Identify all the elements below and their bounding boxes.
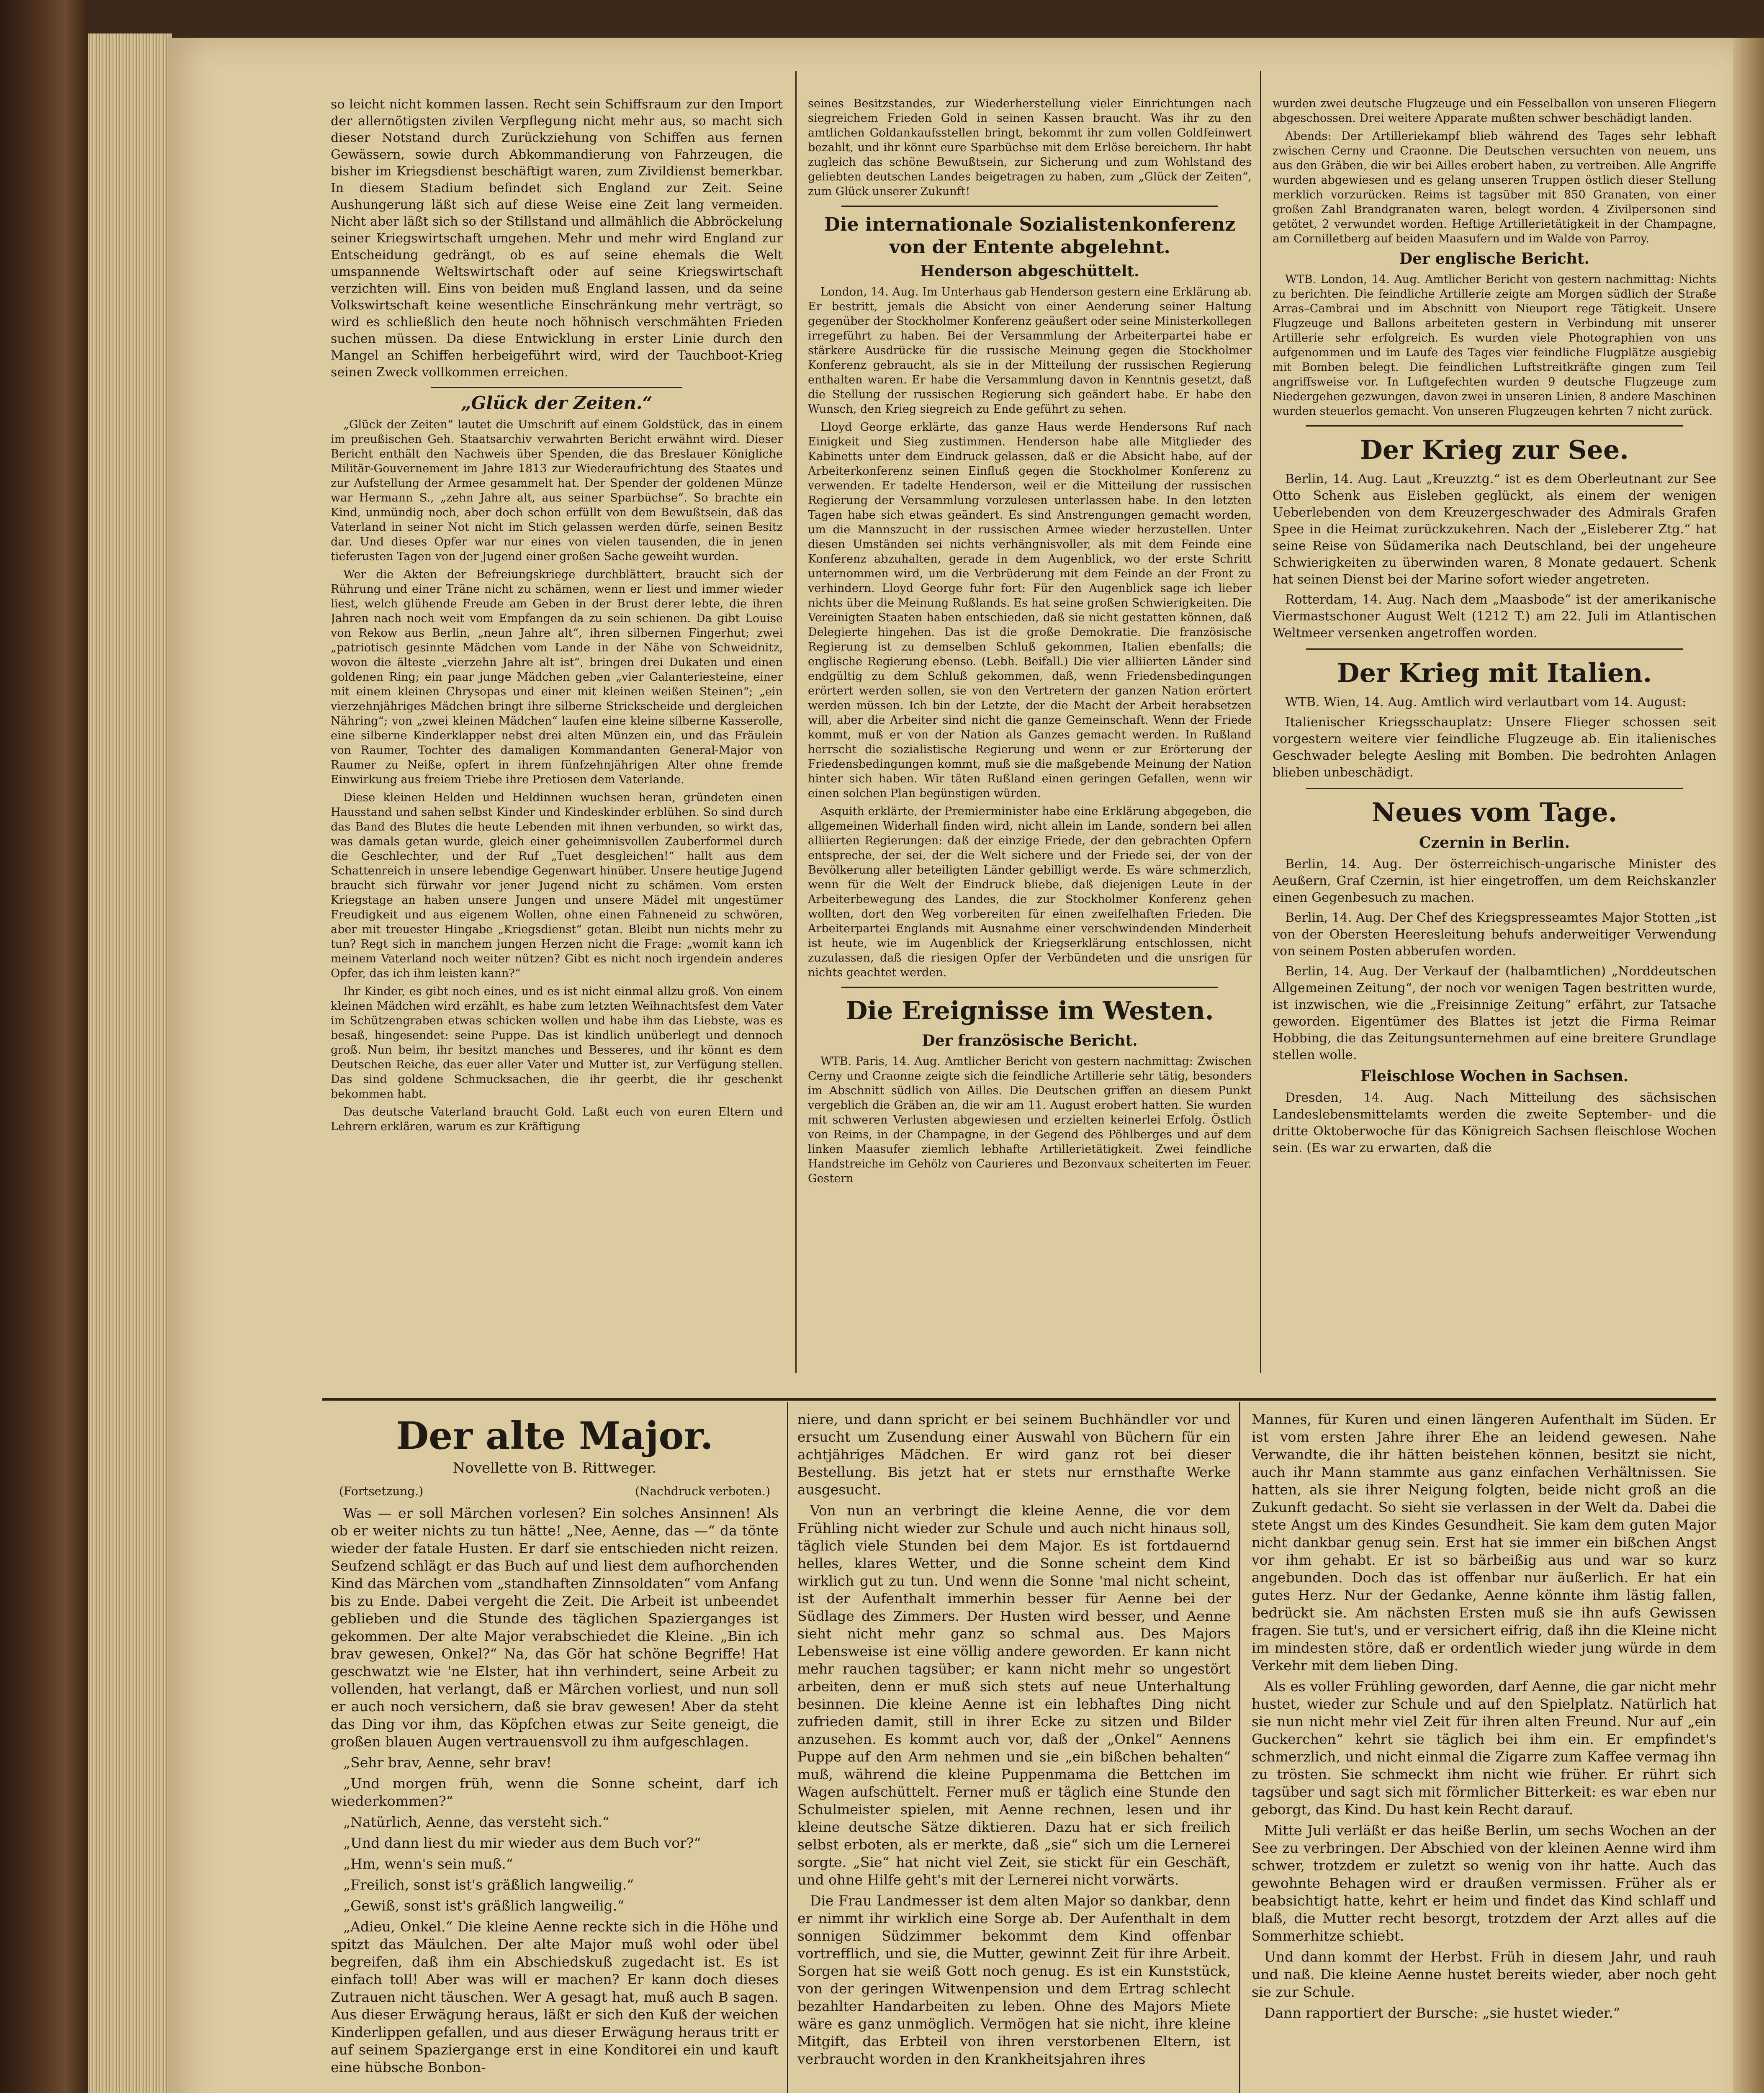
novel-paragraph: Was — er soll Märchen vorlesen? Ein solches Ansinnen! Als ob er weiter nichts zu tun hätte! „Nee, Aenne, das —“ da tönte wieder der fatale Husten. Er darf sie entschieden nicht reizen. Seufzend schlägt er das Buch auf und liest dem aufhorchenden Kind das Märchen vom „standhaften Zinnsoldaten“ vom Anfang bis zu Ende. Dabei vergeht die Zeit. Die Arbeit ist unbeendet geblieben und die Stunde des täglichen Spazierganges ist gekommen. Der alte Major verabschiedet die Kleine. „Bin ich brav gewesen, Onkel?“ Na, das Gör hat schöne Begriffe! Hat geschwatzt wie 'ne Elster, hat ihn verhindert, seine Arbeit zu vollenden, hat verlangt, daß er Märchen vorliest, und nun soll er auch noch versichern, daß sie brav gewesen! Aber da steht das Ding vor ihm, das Köpfchen etwas zur Seite geneigt, die großen blauen Augen vertrauensvoll zu ihm aufgeschlagen. bbox=[331, 1505, 779, 1750]
glueck-title: „Glück der Zeiten.“ bbox=[461, 393, 653, 413]
divider bbox=[841, 987, 1218, 988]
konferenz-paragraph: Lloyd George erklärte, das ganze Haus werde Hendersons Ruf nach Einigkeit und Sieg zustimmen. Henderson habe alle Mitglieder des Kabinetts unter dem Eindruck gelassen, daß er die Absicht habe, auf der Arbeiterkonferenz seinen Einfluß gegen die Stockholmer Konferenz zu verwenden. Er tadelte Henderson, weil er die Mitteilung der russischen Regierung der Versammlung vorzulesen unterlassen habe. In den letzten Tagen habe sich etwas geändert. Es sind Anstrengungen gemacht worden, um die Mannszucht in der russischen Armee wieder herzustellen. Unter diesen Umständen sei nichts verhängnisvoller, als mit dem Feinde eine Konferenz abzuhalten, gerade in dem Augenblick, wo der erste Schritt unternommen wird, um die Verbrüderung mit dem Feinde an der Front zu verhindern. Lloyd George fuhr fort: Für den Augenblick sage ich lieber nichts über die Meinung Rußlands. Es hat seine großen Schwierigkeiten. Die Vereinigten Staaten haben entschieden, daß sie nicht gestatten können, daß Delegierte hingehen. Das ist die große Demokratie. Die französische Regierung ist zu demselben Schluß gekommen, Italien ebenfalls; die englische Regierung ebenso. (Lebh. Beifall.) Die vier alliierten Länder sind endgültig zu dem Schluß gekommen, daß, wenn Friedensbedingungen erörtert werden sollen, sie von den Vertretern der ganzen Nation erörtert werden müssen. Ich bin der Letzte, der die Macht der Arbeit herabsetzen will, aber die Arbeiter sind nicht die ganze Gemeinschaft. Wenn der Friede kommt, muß er von der Nation als Ganzes gemacht werden. In Rußland herrscht die sozialistische Regierung und wenn er zur Erörterung der Friedensbedingungen kommt, muß sie die maßgebende Meinung der Nation hinter sich haben. Wir täten Rußland einen geringen Gefallen, wenn wir einen solchen Plan begünstigen würden. bbox=[808, 421, 1252, 800]
see-title: Der Krieg zur See. bbox=[1360, 435, 1629, 465]
abends-paragraph: Abends: Der Artilleriekampf blieb während des Tages sehr lebhaft zwischen Cerny und Craonne. Die Deutschen versuchten von neuem, uns aus den Gräben, die wir bei Ailles erobert haben, zu vertreiben. Alle Angriffe wurden abgewiesen und es gelang unseren Truppen östlich dieser Stellung merklich vorzurücken. Reims ist tagsüber mit 850 Granaten, von einer großen Zahl Brandgranaten waren, belegt worden. 4 Zivilpersonen sind getötet, 2 verwundet worden. Heftige Artillerietätigkeit in der Champagne, am Cornilletberg auf beiden Maasufern und im Walde von Parroy. bbox=[1273, 130, 1716, 245]
novel-byline: Novellette von B. Rittweger. bbox=[453, 1460, 657, 1476]
divider bbox=[1306, 425, 1683, 427]
glueck-paragraph: Wer die Akten der Befreiungskriege durchblättert, braucht sich der Rührung und einer Träne nicht zu schämen, wenn er liest und immer wieder liest, welch glühende Freude am Geben in der Brust derer lebte, die ihren Jahren nach noch weit vom Empfangen da zu sein schienen. Da gibt Louise von Rekow aus Berlin, „neun Jahre alt“, ihren silbernen Fingerhut; zwei „patriotisch gesinnte Mädchen vom Lande in der Nähe von Schweidnitz, wovon die älteste „vierzehn Jahre alt ist“, bringen drei Dukaten und einen goldenen Ring; ein paar junge Mädchen geben „vier Galanteriesteine, einer mit einem kleinen Chrysopas und einer mit kleinen weißen Steinen“; „ein vierzehnjähriges Mädchen bringt ihre silberne Strickscheide und dergleichen Nähring“; von „zwei kleinen Mädchen“ laufen eine kleine silberne Kasserolle, eine silberne Kinderklapper nebst drei alten Münzen ein, und das Fräulein von Raumer, Tochter des damaligen Kommandanten General-Major von Raumer zu Neiße, opfert in ihrem fünfzehnjährigen Alter ohne fremde Einwirkung aus freiem Triebe ihre Pretiosen dem Vaterlande. bbox=[331, 568, 783, 786]
novel-paragraph: „Und dann liest du mir wieder aus dem Buch vor?“ bbox=[343, 1835, 701, 1851]
novel-paragraph: Mitte Juli verläßt er das heiße Berlin, um sechs Wochen an der See zu verbringen. Der Abschied von der kleinen Aenne wird ihm schwer, trotzdem er zuletzt so wenig von ihr hatte. Auch das gewohnte Behagen wird er draußen vermissen. Früher als er beabsichtigt hatte, kehrt er heim und findet das Kind schlaff und blaß, die Mutter recht besorgt, trotzdem der Arzt alles auf die Sommerhitze schiebt. bbox=[1252, 1822, 1716, 1944]
novel-notes bbox=[339, 1483, 770, 1500]
novel-paragraph: „Gewiß, sonst ist's gräßlich langweilig.“ bbox=[343, 1898, 625, 1914]
novel-paragraph: Die Frau Landmesser ist dem alten Major so dankbar, denn er nimmt ihr wirklich eine Sorge ab. Der Aufenthalt in dem sonnigen Südzimmer bekommt dem Kind offenbar vortrefflich, und sie, die Mutter, gewinnt Zeit für ihre Arbeit. Sorgen hat sie weiß Gott noch genug. Es ist ein Kunststück, von der geringen Witwenpension und dem Ertrag schlecht bezahlter Handarbeiten zu leben. Ohne des Majors Miete wäre es ganz unmöglich. Vermögen hat sie nicht, ihre kleine Mitgift, das Erbteil von ihren verstorbenen Eltern, ist verbraucht worden in den Krankheitsjahren ihres bbox=[797, 1892, 1231, 2067]
fleisch-subtitle: Fleischlose Wochen in Sachsen. bbox=[1360, 1067, 1629, 1085]
divider bbox=[1306, 788, 1683, 789]
novel-paragraph: Als es voller Frühling geworden, darf Aenne, die gar nicht mehr hustet, wieder zur Schule und auf den Spielplatz. Natürlich hat sie nun nicht mehr viel Zeit für ihren alten Freund. Nur auf „ein Guckerchen“ kehrt sie täglich bei ihm ein. Er empfindet's schmerzlich, und nicht einmal die Zigarre zum Kaffee vermag ihn zu trösten. Sie schmeckt ihm nicht wie früher. Er rührt sich tagsüber und sagt sich mit förmlicher Bitterkeit: es war eben nur geborgt, das Kind. Du hast kein Recht darauf. bbox=[1252, 1678, 1716, 1818]
westen-title: Die Ereignisse im Westen. bbox=[846, 996, 1214, 1026]
see-paragraph: Berlin, 14. Aug. Laut „Kreuzztg.“ ist es dem Oberleutnant zur See Otto Schenk aus Eisleben geglückt, als einem der wenigen Ueberlebenden von dem Kreuzergeschwader des Admirals Grafen Spee in die Heimat zurückzukehren. Nach der „Eisleberer Ztg.“ hat seine Reise von Südamerika nach Deutschland, bei der ungeheure Schwierigkeiten zu überwinden waren, 8 Monate gedauert. Schenk hat seinen Dienst bei der Marine sofort wieder angetreten. bbox=[1273, 472, 1716, 587]
column-rule bbox=[795, 71, 797, 1373]
see-paragraph: Rotterdam, 14. Aug. Nach dem „Maasbode“ ist der amerikanische Viermastschoner August Welt (1212 T.) am 22. Juli im Atlantischen Weltmeer versenken angetroffen worden. bbox=[1273, 592, 1716, 640]
englisch-paragraph: WTB. London, 14. Aug. Amtlicher Bericht von gestern nachmittag: Nichts zu berichten. Die feindliche Artillerie zeigte am Morgen südlich der Straße Arras–Cambrai und im Abschnitt von Nieuport rege Tätigkeit. Unsere Flugzeuge und Ballons arbeiteten gestern in Verbindung mit unserer Artillerie sehr erfolgreich. Es wurden viele Photographien von uns aufgenommen und im Laufe des Tages vier feindliche Flugplätze ausgiebig mit Bomben belegt. Die feindlichen Luftstreitkräfte gingen zum Teil angriffsweise vor. In Luftgefechten wurden 9 deutsche Flugzeuge zum Niedergehen gezwungen, davon zwei in unseren Linien, 8 andere Maschinen wurden steuerlos gemacht. Von unseren Flugzeugen kehrten 7 nicht zurück. bbox=[1273, 273, 1716, 418]
novel-continuation: (Fortsetzung.) bbox=[339, 1484, 424, 1498]
column-1 bbox=[331, 96, 783, 1394]
neues-paragraph: Berlin, 14. Aug. Der österreichisch-ungarische Minister des Aeußern, Graf Czernin, ist hier eingetroffen, um dem Reichskanzler einen Gegenbesuch zu machen. bbox=[1273, 857, 1716, 905]
newspaper-page bbox=[167, 38, 1733, 2093]
column-rule bbox=[787, 1402, 788, 2093]
column-rule bbox=[1260, 71, 1261, 1373]
book-binding bbox=[0, 0, 88, 2093]
konferenz-title: Die internationale Sozialistenkonferenz von der Entente abgelehnt. bbox=[824, 214, 1236, 258]
novel-column-3 bbox=[1252, 1411, 1716, 2093]
right-page-edge bbox=[1733, 38, 1764, 2093]
novel-paragraph: „Sehr brav, Aenne, sehr brav! bbox=[343, 1754, 552, 1771]
neues-paragraph: Berlin, 14. Aug. Der Chef des Kriegspresseamtes Major Stotten „ist von der Obersten Heeresleitung behufs anderweitiger Verwendung von seinem Posten abberufen worden. bbox=[1273, 910, 1716, 959]
col1-intro: so leicht nicht kommen lassen. Recht sein Schiffsraum zur den Import der allernötigsten zivilen Verpflegung nicht mehr aus, so macht sich dieser Notstand durch Zurückziehung von Schiffen aus fernen Gewässern, sowie durch Abkommandierung von Fahrzeugen, die bisher im Kriegsdienst beschäftigt waren, zum Zivildienst bemerkbar. In diesem Stadium befindet sich England zur Zeit. Seine Aushungerung läßt sich auf diese Weise eine Zeit lang vermeiden. Nicht aber läßt sich so der Stillstand und allmählich die Abbröckelung seiner Kriegswirtschaft umgehen. Mehr und mehr wird England zur Entscheidung gedrängt, ob es auf seine ehemals die Welt umspannende Weltswirtschaft oder auf seine Kriegswirtschaft verzichten will. Eins von beiden muß England lassen, und da seine Volkswirtschaft keine wesentliche Einschränkung mehr verträgt, so wird es schließlich den heute noch höhnisch verschmähten Frieden suchen müssen. Da diese Entwicklung in erster Linie durch den Mangel an Schiffen herbeigeführt wird, wird der Tauchboot-Krieg seinen Zweck vollkommen erreichen. bbox=[331, 97, 783, 380]
novel-column-1 bbox=[331, 1411, 779, 2093]
italien-paragraph: WTB. Wien, 14. Aug. Amtlich wird verlautbart vom 14. August: bbox=[1285, 695, 1687, 710]
glueck-paragraph: Diese kleinen Helden und Heldinnen wuchsen heran, gründeten einen Hausstand und sahen selbst Kinder und Kindeskinder erblühen. So sind durch das Band des Blutes die heute Lebenden mit ihnen verbunden, so wirkt das, was damals getan wurde, gleich einer geheimnisvollen Zauberformel durch die Geschlechter, und der Ruf „Tuet desgleichen!“ hallt aus dem Schattenreich in unsere lebendige Gegenwart hinüber. Unsere heutige Jugend braucht sich fürwahr vor jener Jugend nicht zu schämen. Vom ersten Kriegstage an haben unsere Jungen und unsere Mädel mit ungestümer Freudigkeit und aus eigenem Wollen, ohne einen Fahneneid zu schwören, aber mit treuester Hingabe „Kriegsdienst“ getan. Bleibt nun nichts mehr zu tun? Regt sich in manchem jungen Herzen nicht die Frage: „womit kann ich meinem Vaterland noch weiter nützen? Gibt es nicht noch irgendein anderes Opfer, das ich ihm leisten kann?“ bbox=[331, 791, 783, 980]
englisch-title: Der englische Bericht. bbox=[1399, 250, 1590, 267]
glueck-paragraph: Das deutsche Vaterland braucht Gold. Laßt euch von euren Eltern und Lehrern erklären, warum es zur Kräftigung bbox=[331, 1106, 783, 1133]
novel-paragraph: Dann rapportiert der Bursche: „sie hustet wieder.“ bbox=[1264, 2005, 1620, 2021]
col3-intro: wurden zwei deutsche Flugzeuge und ein Fesselballon von unseren Fliegern abgeschossen. Drei weitere Apparate mußten schwer beschädigt landen. bbox=[1273, 97, 1716, 125]
novel-paragraph: „Und morgen früh, wenn die Sonne scheint, darf ich wiederkommen?“ bbox=[331, 1775, 779, 1809]
konferenz-paragraph: London, 14. Aug. Im Unterhaus gab Henderson gestern eine Erklärung ab. Er bestritt, jemals die Absicht von einer Aenderung seiner Haltung gegenüber der Stockholmer Konferenz geäußert oder seine Ministerkollegen irregeführt zu haben. Bei der Versammlung der Arbeiterpartei habe er stärkere Ausdrücke für die russische Meinung gegen die Stockholmer Konferenz gebraucht, als sie in der Mitteilung der russischen Regierung enthalten waren. Er habe die Versammlung davon in Kenntnis gesetzt, daß die Stellung der russischen Regierung sich geändert habe. Er habe den Wunsch, den Krieg siegreich zu Ende geführt zu sehen. bbox=[808, 285, 1252, 416]
column-rule bbox=[1239, 1402, 1240, 2093]
novel-paragraph: „Natürlich, Aenne, das versteht sich.“ bbox=[343, 1814, 609, 1830]
page-stack-edge bbox=[88, 33, 172, 2093]
glueck-paragraph: Ihr Kinder, es gibt noch eines, und es ist nicht einmal allzu groß. Von einem kleinen Mädchen wird erzählt, es habe zum letzten Weihnachtsfest dem Vater im Schützengraben etwas schicken wollen und habe ihm das Liebste, was es besaß, hingesendet: seine Puppe. Das ist kindlich unüberlegt und dennoch groß. Nun beim, ihr besitzt manches und Besseres, und ihr könnt es dem Deutschen Reiche, das euer aller Vater und Mutter ist, zur Verfügung stellen. Das sind goldene Schmucksachen, die ihr geerbt, die ihr geschenkt bekommen habt. bbox=[331, 985, 783, 1100]
novel-paragraph: Mannes, für Kuren und einen längeren Aufenthalt im Süden. Er ist vom ersten Jahre ihrer Ehe an leidend gewesen. Nahe Verwandte, die ihr hätten beistehen können, besitzt sie nicht, auch ihr Mann stammte aus ganz einfachen Verhältnissen. Sie hatten, als sie ihrer Neigung folgten, beide nicht groß an die Zukunft gedacht. So sieht sie verlassen in der Welt da. Dabei die stete Angst um des Kindes Gesundheit. Sie kam dem guten Major nicht dankbar genug sein. Erst hat sie immer ein bißchen Angst vor ihm gehabt. Er ist so bärbeißig aus und war so kurz angebunden. Doch das ist offenbar nur äußerlich. Er hat ein gutes Herz. Nur der Gedanke, Aenne könnte ihm lästig fallen, bedrückt sie. Am nächsten Ersten muß sie ihn aufs Gewissen fragen. Sie tut's, und er versichert eifrig, daß ihn die Kleine nicht im mindesten störe, daß er ordentlich wieder jung würde in dem Verkehr mit dem lieben Ding. bbox=[1252, 1411, 1716, 1674]
italien-paragraph: Italienischer Kriegsschauplatz: Unsere Flieger schossen seit vorgestern weitere vier feindliche Flugzeuge ab. Ein italienisches Geschwader belegte Aesling mit Bomben. Die bedrohten Anlagen blieben unbeschädigt. bbox=[1273, 715, 1716, 780]
col2-intro: seines Besitzstandes, zur Wiederherstellung vieler Einrichtungen nach siegreichem Frieden Gold in seinen Kassen braucht. Was ihr zu den amtlichen Goldankaufsstellen bringt, bekommt ihr zum vollen Goldfeinwert bezahlt, und ihr könnt eure Sparbüchse mit dem Erlöse bereichern. Ihr habt zugleich das schöne Bewußtsein, zur Sicherung und zum Wohlstand des geliebten deutschen Landes beigetragen zu haben, zum „Glück der Zeiten“, zum Glück unserer Zukunft! bbox=[808, 97, 1252, 198]
novel-column-2 bbox=[797, 1411, 1231, 2093]
konferenz-subtitle: Henderson abgeschüttelt. bbox=[920, 262, 1139, 280]
neues-paragraph: Berlin, 14. Aug. Der Verkauf der (halbamtlichen) „Norddeutschen Allgemeinen Zeitung“, der noch vor wenigen Tagen bestritten wurde, ist inzwischen, wie die „Freisinnige Zeitung“ erfährt, zur Tatsache geworden. Eigentümer des Blattes ist jetzt die Firma Reimar Hobbing, die das Zeitungsunternehmen auf eine breitere Grundlage stellen wolle. bbox=[1273, 964, 1716, 1062]
feuilleton-rule bbox=[322, 1398, 1716, 1401]
novel-title: Der alte Major. bbox=[396, 1414, 713, 1458]
westen-subtitle: Der französische Bericht. bbox=[922, 1032, 1138, 1049]
divider bbox=[431, 387, 682, 388]
konferenz-paragraph: Asquith erklärte, der Premierminister habe eine Erklärung abgegeben, die allgemeinen Widerhall finden wird, nicht allein im Lande, sondern bei allen alliierten Regierungen: daß der einzige Friede, der den gebrachten Opfern entspreche, der sei, der die Welt sichere und der Friede sei, der von der Bevölkerung aller beteiligten Länder gebilligt werde. Es wäre schmerzlich, wenn für die Welt der Eindruck bliebe, daß diejenigen Leute in der Arbeiterbewegung des Landes, die zur Stockholmer Konferenz gehen wollten, dort den Weg vorbereiten für einen zweifelhaften Frieden. Die Arbeiterpartei Englands mit Ausnahme einer verschwindenden Minderheit ist heute, wie im Augenblick der Kriegserklärung entschlossen, nicht zuzulassen, daß die riesigen Opfer der Verbündeten und die unsrigen für nichts geachtet werden. bbox=[808, 805, 1252, 979]
czernin-subtitle: Czernin in Berlin. bbox=[1419, 834, 1570, 851]
novel-paragraph: Und dann kommt der Herbst. Früh in diesem Jahr, und rauh und naß. Die kleine Aenne hustet bereits wieder, aber noch geht sie zur Schule. bbox=[1252, 1949, 1716, 2000]
glueck-paragraph: „Glück der Zeiten“ lautet die Umschrift auf einem Goldstück, das in einem im preußischen Geh. Staatsarchiv verwahrten Bericht erwähnt wird. Dieser Bericht enthält den Nachweis über Spenden, die das Breslauer Königliche Militär-Gouvernement im Jahre 1813 zur Wiederaufrichtung des Staates und zur Aufstellung der Armee gesammelt hat. Der Spender der goldenen Münze war Hermann S., „zehn Jahre alt, aus seiner Sparbüchse“. So brachte ein Kind, unmündig noch, aber doch schon erfüllt von dem Bewußtsein, daß das Vaterland in seiner Not nicht im Stich gelassen werden dürfe, seinen Besitz dar. Und dieses Opfer war nur eines von vielen tausenden, die in jenen tieferusten Tagen von der Jugend einer großen Sache geweiht wurden. bbox=[331, 418, 783, 563]
westen-paragraph: WTB. Paris, 14. Aug. Amtlicher Bericht von gestern nachmittag: Zwischen Cerny und Craonne zeigte sich die feindliche Artillerie sehr tätig, besonders im Abschnitt südlich von Ailles. Die Deutschen griffen an diesem Punkt vergeblich die Gräben an, die wir am 11. August erobert hatten. Sie wurden mit schweren Verlusten abgewiesen und erzielten keinerlei Erfolg. Östlich von Reims, in der Champagne, in der Gegend des Pöhlberges und auf dem linken Maasufer ziemlich lebhafte Artillerietätigkeit. Zwei feindliche Handstreiche im Gehölz von Caurieres und Bezonvaux scheiterten im Feuer. Gestern bbox=[808, 1055, 1252, 1185]
italien-title: Der Krieg mit Italien. bbox=[1337, 658, 1652, 688]
divider bbox=[1306, 648, 1683, 650]
novel-paragraph: Von nun an verbringt die kleine Aenne, die vor dem Frühling nicht wieder zur Schule und auch nicht hinaus soll, täglich viele Stunden bei dem Major. Es ist fortdauernd helles, klares Wetter, und die Sonne scheint dem Kind wirklich gut zu tun. Und wenn die Sonne 'mal nicht scheint, ist der Aufenthalt immerhin besser für Aenne bei der Südlage des Zimmers. Der Husten wird besser, und Aenne sieht nicht mehr ganz so schmal aus. Des Majors Lebensweise ist eine völlig andere geworden. Er kann nicht mehr rauchen tagsüber; er kann nicht mehr so ungestört arbeiten, denn er muß sich stets auf neue Unterhaltung besinnen. Die kleine Aenne ist ein lebhaftes Ding nicht zufrieden damit, still in ihrer Ecke zu sitzen und Bilder anzusehen. Es kommt auch vor, daß der „Onkel“ Aennens Puppe auf den Arm nehmen und sie „ein bißchen behalten“ muß, während die kleine Puppenmama die Bettchen im Wagen aufschüttelt. Ferner muß er täglich eine Stunde den Schulmeister spielen, mit Aenne rechnen, lesen und ihr kleine deutsche Sätze diktieren. Dazu hat er sich freilich selbst erboten, als er merkte, daß „sie“ sich um die Lernerei sorgte. „Sie“ hat nicht viel Zeit, sie stickt für ein Geschäft, und ohne Hilfe geht's mit der Lernerei nicht vorwärts. bbox=[797, 1502, 1231, 1888]
column-3 bbox=[1273, 96, 1716, 1394]
novel-paragraph: „Freilich, sonst ist's gräßlich langweilig.“ bbox=[343, 1877, 634, 1893]
neues-title: Neues vom Tage. bbox=[1371, 797, 1617, 828]
novel-copyright: (Nachdruck verboten.) bbox=[635, 1484, 770, 1498]
novel-paragraph: „Adieu, Onkel.“ Die kleine Aenne reckte sich in die Höhe und spitzt das Mäulchen. Der alte Major muß wohl oder übel begreifen, daß ihm ein Abschiedskuß zugedacht ist. Es ist einfach toll! Aber was will er machen? Er kann doch dieses Zutrauen nicht täuschen. Wer A gesagt hat, muß auch B sagen. Aus dieser Erwägung heraus, läßt er sich den Kuß der weichen Kinderlippen gefallen, und aus dieser Erwägung heraus tritt er auf seinem Spaziergange erst in eine Konditorei ein und kauft eine hübsche Bonbon- bbox=[331, 1918, 779, 2075]
column-2 bbox=[808, 96, 1252, 1394]
divider bbox=[841, 206, 1218, 207]
novel-paragraph: niere, und dann spricht er bei seinem Buchhändler vor und ersucht um Zusendung einer Auswahl von Büchern für ein achtjähriges Mädchen. Er wird ganz rot bei dieser Bestellung. Bis jetzt hat er stets nur ernsthafte Werke ausgesucht. bbox=[797, 1411, 1231, 1498]
novel-paragraph: „Hm, wenn's sein muß.“ bbox=[343, 1856, 513, 1872]
fleisch-paragraph: Dresden, 14. Aug. Nach Mitteilung des sächsischen Landeslebensmittelamts werden die zweite September- und die dritte Oktoberwoche für das Königreich Sachsen fleischlose Wochen sein. (Es war zu erwarten, daß die bbox=[1273, 1090, 1716, 1155]
